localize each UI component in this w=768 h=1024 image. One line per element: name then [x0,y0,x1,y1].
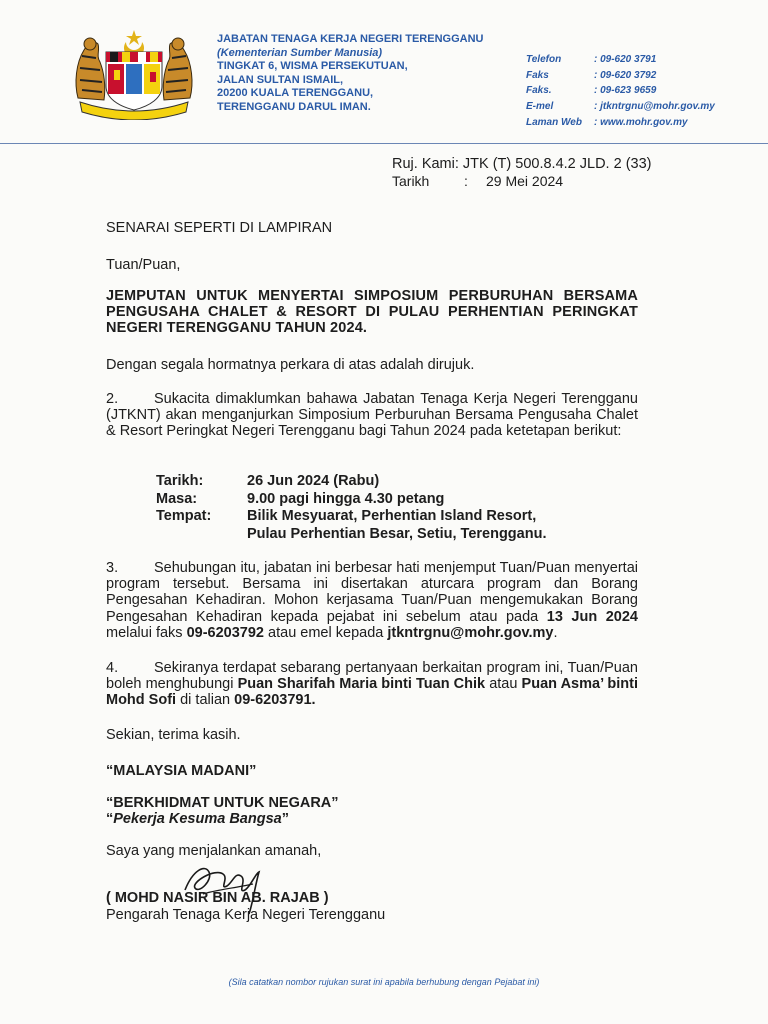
letterhead-divider [0,143,768,144]
subject-heading: JEMPUTAN UNTUK MENYERTAI SIMPOSIUM PERBURUHAN BERSAMA PENGUSAHA CHALET & RESORT DI PULAU PERHENTIAN PERINGKAT NEGERI TERENGGANU TAHUN 2024. [106,288,638,337]
email-address: jtkntrgnu@mohr.gov.my [387,624,554,641]
paragraph-4: 4. Sekiranya terdapat sebarang pertanyaan berkaitan program ini, Tuan/Puan boleh menghubungi Puan Sharifah Maria binti Tuan Chik atau Puan Asma’ binti Mohd Sofi di talian 09-6203791. [106,660,639,709]
letterhead-contacts [526,52,715,131]
motto-pekerja: “Pekerja Kesuma Bangsa” [106,811,289,827]
deadline-date: 13 Jun 2024 [546,608,638,625]
paragraph-3: 3. Sehubungan itu, jabatan ini berbesar hati menjemput Tuan/Puan menyertai program tersebut. Bersama ini disertakan aturcara program dan Borang Pengesahan Kehadiran. Mohon kerjasama Tuan/Puan mengemukakan Borang Pengesahan Kehadiran kepada pejabat ini sebelum atau pada 13 Jun 2024 melalui faks 09-6203792 atau emel kepada jtkntrgnu@mohr.gov.my. [106,560,638,641]
contact-phone: 09-6203791. [234,692,316,709]
event-details [156,473,546,543]
detail-venue: Tempat: Bilik Mesyuarat, Perhentian Island Resort, [156,508,537,524]
contact-person-2: Puan Asma’ binti Mohd Sofi [106,676,639,709]
address-line-3: 20200 KUALA TERENGGANU, [217,87,374,100]
signoff: Saya yang menjalankan amanah, [106,843,322,859]
letterhead-agency-block [217,33,483,115]
letter-date: Tarikh : 29 Mei 2024 [392,173,564,189]
motto-malaysia-madani: “MALAYSIA MADANI” [106,763,257,779]
ministry-name: (Kementerian Sumber Manusia) [217,46,383,59]
address-line-4: TERENGGANU DARUL IMAN. [217,100,371,113]
reference-number: Ruj. Kami: JTK (T) 500.8.4.2 JLD. 2 (33) [392,156,652,172]
recipient: SENARAI SEPERTI DI LAMPIRAN [106,220,333,236]
salutation: Tuan/Puan, [106,257,181,273]
detail-date: Tarikh: 26 Jun 2024 (Rabu) [156,473,380,489]
agency-name: JABATAN TENAGA KERJA NEGERI TERENGGANU [217,33,484,45]
contact-row-phone: Telefon : 09-620 3791 [526,54,657,65]
coat-of-arms-logo [70,28,198,120]
fax-number: 09-6203792 [186,624,265,641]
address-line-1: TINGKAT 6, WISMA PERSEKUTUAN, [217,60,408,73]
footer-note: (Sila catatkan nombor rujukan surat ini apabila berhubung dengan Pejabat ini) [228,977,540,987]
motto-berkhidmat: “BERKHIDMAT UNTUK NEGARA” [106,795,339,811]
contact-row-fax: Faks : 09-620 3792 [526,69,657,81]
closing: Sekian, terima kasih. [106,727,241,743]
detail-time: Masa: 9.00 pagi hingga 4.30 petang [156,490,445,507]
contact-row-fax-2: Faks. : 09-623 9659 [526,85,657,97]
signatory-position: Pengarah Tenaga Kerja Negeri Terengganu [106,907,386,923]
signatory-name: ( MOHD NASIR BIN AB. RAJAB ) [106,890,329,906]
paragraph-1: Dengan segala hormatnya perkara di atas adalah dirujuk. [106,357,475,373]
contact-person-1: Puan Sharifah Maria binti Tuan Chik [237,676,486,693]
contact-row-email: E-mel : jtkntrgnu@mohr.gov.my [526,101,715,113]
paragraph-2: 2. Sukacita dimaklumkan bahawa Jabatan Tenaga Kerja Negeri Terengganu (JTKNT) akan menganjurkan Simposium Perburuhan Bersama Pengusaha Chalet & Resort Peringkat Negeri Terengganu bagi Tahun 2024 pada ketetapan berikut: [106,391,638,440]
address-line-2: JALAN SULTAN ISMAIL, [217,73,344,86]
detail-venue-2: Pulau Perhentian Besar, Setiu, Terengganu. [247,525,547,542]
contact-row-website: Laman Web : www.mohr.gov.my [526,116,688,128]
